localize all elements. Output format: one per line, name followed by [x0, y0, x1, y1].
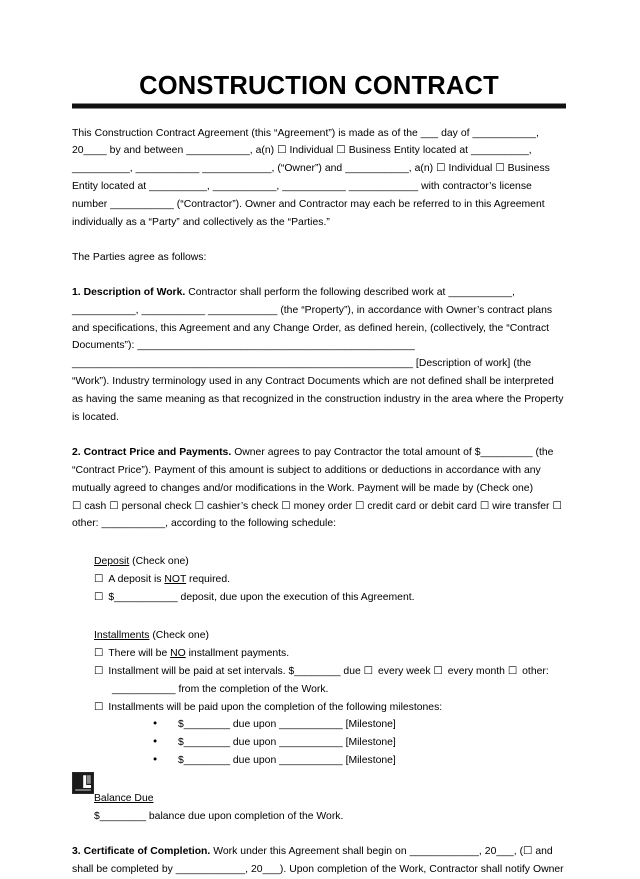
- intro-line-6: as a “Party” and collectively as the “Parties.”: [125, 217, 330, 228]
- milestone-list: [152, 716, 566, 770]
- checkbox-installments-milestones[interactable]: ☐: [94, 700, 104, 713]
- deposit-heading-suffix: (Check one): [129, 556, 189, 568]
- spacer: [72, 607, 566, 627]
- checkbox-payment-wire-transfer[interactable]: ☐: [479, 499, 490, 512]
- intro-line-2a: 20____ by and between ___________, a(n): [72, 145, 275, 157]
- installments-heading-label: Installments: [94, 630, 150, 642]
- installments-option-set-intervals[interactable]: [94, 663, 566, 681]
- title-divider: [72, 103, 566, 109]
- deposit-block: [94, 553, 566, 607]
- balance-due-block: [94, 790, 566, 826]
- deposit-heading: [94, 553, 566, 571]
- installments-option-1-post: installment payments.: [185, 647, 290, 659]
- payment-method-credit-or-debit-card: credit card or debit card: [367, 500, 477, 512]
- interval-other-label: other:: [522, 665, 549, 677]
- installments-heading-suffix: (Check one): [149, 630, 209, 642]
- spacer: [72, 232, 566, 249]
- interval-every-week-label: every week: [377, 665, 431, 677]
- checkbox-installments-set-intervals[interactable]: ☐: [94, 664, 104, 677]
- intro-line-2c: Business Entity located at __________,: [348, 145, 532, 157]
- section-2-heading: 2. Contract Price and Payments.: [72, 446, 232, 458]
- installments-option-2-line-2: ___________ from the completion of the Work.: [112, 683, 329, 695]
- spacer: [72, 826, 566, 843]
- checkbox-completion-date[interactable]: ☐: [523, 844, 533, 857]
- page-title: CONSTRUCTION CONTRACT: [139, 72, 499, 100]
- balance-due-heading-label: Balance Due: [94, 793, 154, 805]
- milestone-2-text: $________ due upon ___________ [Milestone]: [178, 737, 396, 749]
- bullet-icon: •: [152, 718, 159, 731]
- spacer: [72, 533, 566, 553]
- intro-line-2b: Individual: [289, 145, 334, 157]
- spacer: [72, 770, 566, 790]
- section-certificate-of-completion: [72, 843, 566, 879]
- deposit-heading-label: Deposit: [94, 556, 130, 568]
- bullet-icon: •: [152, 754, 159, 767]
- checkbox-interval-other[interactable]: ☐: [507, 664, 518, 677]
- intro-line-3a: __________, ___________ ____________, (“Owner”) and ___________, a(n): [72, 163, 434, 175]
- deposit-option-amount[interactable]: [94, 589, 566, 607]
- payment-method-cashiers-check: cashier’s check: [206, 500, 279, 512]
- payment-method-money-order: money order: [293, 500, 353, 512]
- installments-block: [94, 627, 566, 770]
- installments-heading: [94, 627, 566, 645]
- checkbox-payment-credit-or-debit-card[interactable]: ☐: [355, 499, 365, 512]
- installments-option-1-emphasis: NO: [170, 647, 186, 659]
- intro-paragraph: [72, 125, 566, 232]
- intro-line-4: Entity located at __________, ___________, ___________ ____________ with contractor’s license number: [72, 181, 532, 211]
- section-3-heading: 3. Certificate of Completion.: [72, 845, 211, 857]
- list-item: [152, 752, 566, 770]
- checkbox-no-installment-payments[interactable]: ☐: [94, 646, 104, 659]
- spacer: [72, 267, 566, 284]
- deposit-option-1-post: required.: [186, 574, 231, 586]
- deposit-option-1-emphasis: NOT: [164, 574, 187, 586]
- checkbox-interval-every-month[interactable]: ☐: [433, 664, 443, 677]
- section-3-body-b: and shall be completed by ____________, 20___). Upon completion of the Work, Contractor shall notify Owner: [72, 845, 564, 875]
- milestone-1-text: $________ due upon ___________ [Milestone]: [178, 719, 396, 731]
- checkbox-payment-cash[interactable]: ☐: [72, 499, 82, 512]
- document-content: [72, 0, 566, 879]
- intro-line-1: This Construction Contract Agreement (this “Agreement”) is made as of the ___ day of ___________,: [72, 127, 539, 139]
- intro-line-3c: Business: [507, 163, 550, 175]
- payment-method-other: other: ___________,: [72, 518, 169, 530]
- payment-method-cash: cash: [84, 500, 107, 512]
- balance-due-line: $________ balance due upon completion of the Work.: [94, 811, 344, 823]
- section-2-body-part-2: according to the following schedule:: [168, 518, 337, 530]
- section-1-body: Contractor shall perform the following described work at ___________, ___________, ___________ ____________ (the “Property”), in accordance with Owner’s contract plans and specifications, this Agreement and any Change Order, as defined herein, (collectively, the “Contract Documents”): ________________________________________________ ___________________________________________________________ [Description of work] (the “Work”). Industry terminology used in any Contract Documents which are not defined shall be interpreted as having the same meaning as that recognized in the construction industry in the area where the Property is located.: [72, 286, 564, 424]
- installments-option-milestones[interactable]: [94, 699, 566, 717]
- title-block: [72, 0, 566, 109]
- section-3-body-a: Work under this Agreement shall begin on ____________, 20___, (: [210, 845, 524, 857]
- milestone-3-text: $________ due upon ___________ [Milestone]: [178, 755, 396, 767]
- intro-line-3b: Individual: [448, 163, 493, 175]
- checkbox-payment-personal-check[interactable]: ☐: [109, 499, 119, 512]
- interval-every-month-label: every month: [447, 665, 505, 677]
- payment-method-wire-transfer: wire transfer: [492, 500, 550, 512]
- deposit-option-not-required[interactable]: [94, 571, 566, 589]
- bullet-icon: •: [152, 736, 159, 749]
- checkbox-owner-individual[interactable]: ☐: [277, 144, 287, 157]
- section-1-heading: 1. Description of Work.: [72, 286, 186, 298]
- installments-option-1-pre: There will be: [108, 647, 171, 659]
- section-2-body-part-1: Owner agrees to pay Contractor the total amount of $_________ (the “Contract Price”). Payment of this amount is subject to additions or deductions in accordance with any mutually agreed to changes and/or modifications in the Work. Payment will be made by (Check one): [72, 446, 554, 494]
- checkbox-payment-other[interactable]: ☐: [552, 499, 562, 512]
- deposit-option-1-pre: A deposit is: [108, 574, 165, 586]
- section-description-of-work: [72, 284, 566, 427]
- installments-option-2-line-1: Installment will be paid at set intervals. $________ due: [108, 665, 361, 677]
- section-contract-price-and-payments: [72, 444, 566, 533]
- checkbox-owner-business-entity[interactable]: ☐: [336, 144, 346, 157]
- checkbox-deposit-not-required[interactable]: ☐: [94, 573, 104, 586]
- list-item: [152, 716, 566, 734]
- installments-option-none[interactable]: [94, 645, 566, 663]
- payment-method-personal-check: personal check: [121, 500, 192, 512]
- spacer: [72, 427, 566, 444]
- checkbox-payment-money-order[interactable]: ☐: [281, 499, 291, 512]
- checkbox-deposit-amount[interactable]: ☐: [94, 591, 104, 604]
- checkbox-payment-cashiers-check[interactable]: ☐: [194, 499, 204, 512]
- legal-templates-logo-icon: [72, 772, 94, 794]
- installments-option-3-text: Installments will be paid upon the completion of the following milestones:: [108, 701, 443, 713]
- checkbox-contractor-individual[interactable]: ☐: [436, 162, 446, 175]
- balance-due-heading: [94, 790, 566, 808]
- list-item: [152, 734, 566, 752]
- intro-line-5: ___________ (“Contractor”). Owner and Contractor may each be referred to in this Agreement individually: [72, 199, 545, 228]
- deposit-option-2-text: $___________ deposit, due upon the execution of this Agreement.: [108, 592, 415, 604]
- checkbox-contractor-business[interactable]: ☐: [495, 162, 505, 175]
- checkbox-interval-every-week[interactable]: ☐: [363, 664, 373, 677]
- parties-agree-line: The Parties agree as follows:: [72, 251, 207, 263]
